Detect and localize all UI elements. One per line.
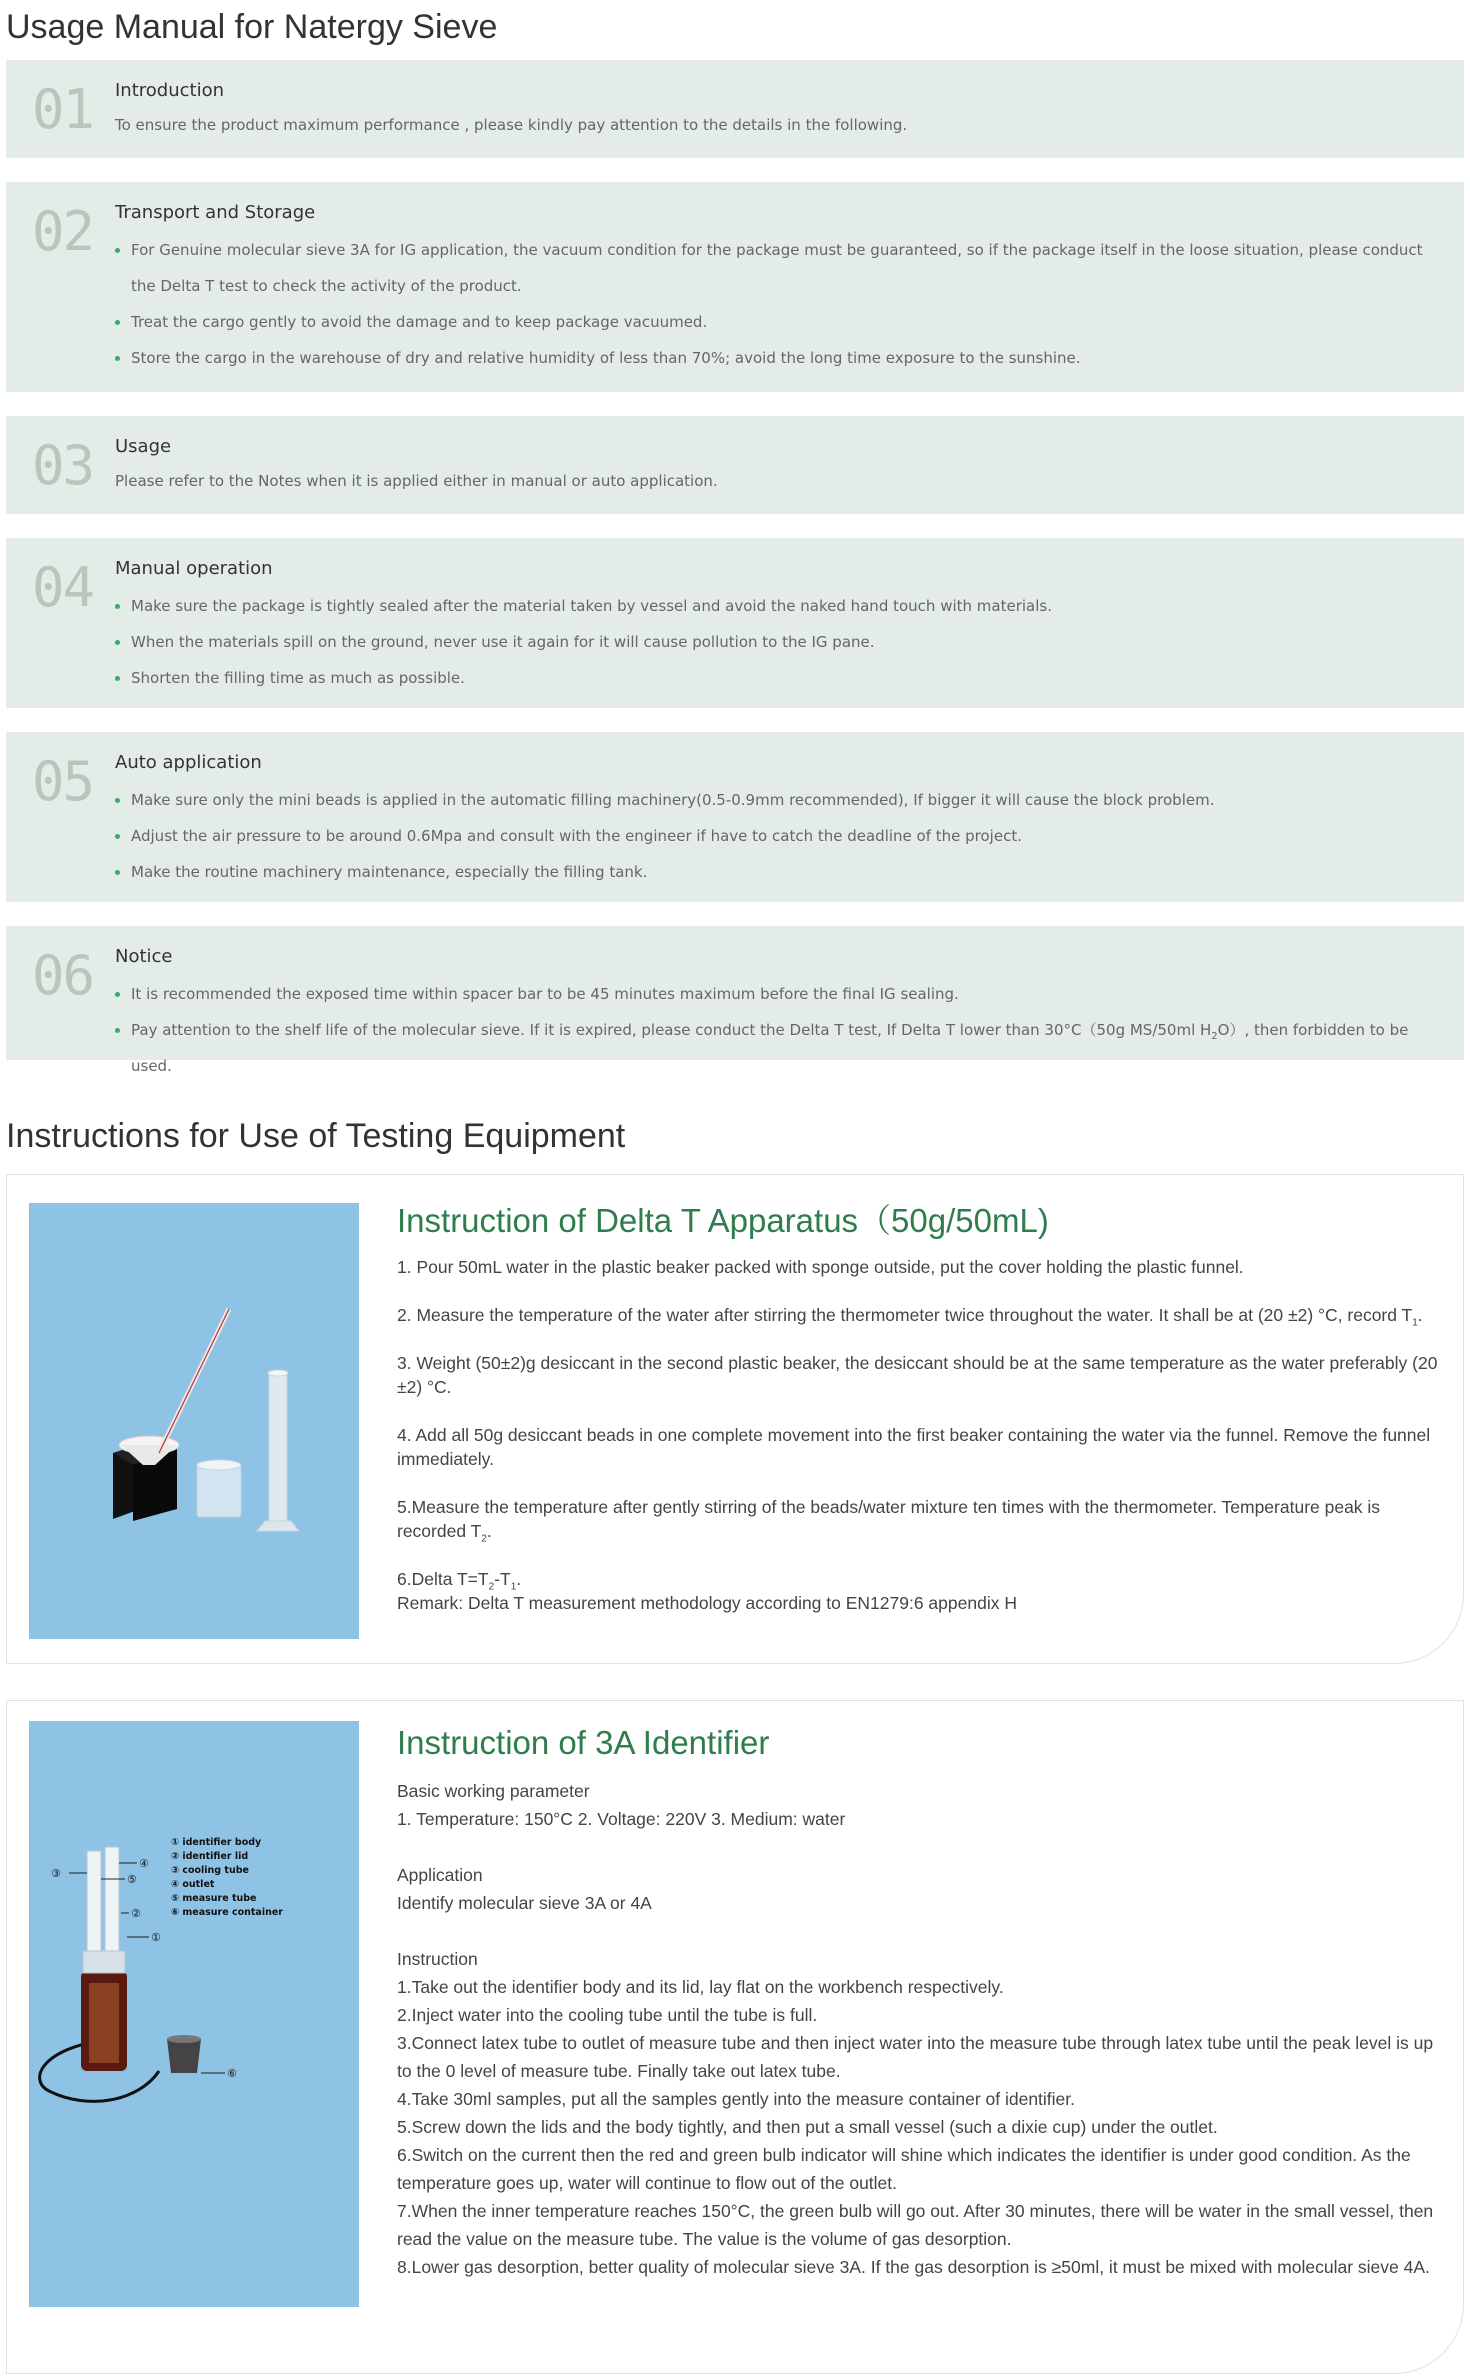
- delta-step-5-text: 5.Measure the temperature after gently stirring of the beads/water mixture ten times with the thermometer. Temperature peak is recorded T: [397, 1497, 1381, 1541]
- spacer: [397, 1833, 1445, 1861]
- section-title: Manual operation: [115, 558, 273, 579]
- delta-step-1: 1. Pour 50mL water in the plastic beaker packed with sponge outside, put the cover holding the plastic funnel.: [397, 1257, 1244, 1277]
- section-title: Auto application: [115, 752, 262, 773]
- legend-item: ⑥ measure container: [171, 1907, 283, 1918]
- notice-text-b: O）, then forbidden to be used.: [131, 1021, 1409, 1075]
- list-item: Shorten the filling time as much as possible.: [115, 660, 1424, 696]
- identifier-line: 3.Connect latex tube to outlet of measure tube and then inject water into the measure tube through latex tube until the peak level is up to the 0 level of measure tube. Finally take out latex tube.: [397, 2033, 1434, 2081]
- identifier-card: [6, 1700, 1464, 2374]
- identifier-illustration: [29, 1721, 359, 2307]
- list-item: Make sure only the mini beads is applied in the automatic filling machinery(0.5-0.9mm recommended), If bigger it will cause the block problem.: [115, 782, 1424, 818]
- legend-item: ① identifier body: [171, 1837, 262, 1848]
- identifier-line: 2.Inject water into the cooling tube until the tube is full.: [397, 2005, 818, 2025]
- bullet-list: [115, 588, 1424, 696]
- notice-text-a: Pay attention to the shelf life of the molecular sieve. If it is expired, please conduct the Delta T test, If Delta T lower than 30°C（50g MS/50ml H: [131, 1021, 1212, 1039]
- delta-remark: Remark: Delta T measurement methodology according to EN1279:6 appendix H: [397, 1593, 1017, 1613]
- section-title: Notice: [115, 946, 173, 967]
- section-number: 04: [32, 556, 94, 619]
- delta-t-text: [397, 1197, 1445, 1639]
- notice-subscript: 2: [1211, 1031, 1218, 1042]
- list-item: Store the cargo in the warehouse of dry and relative humidity of less than 70%; avoid the long time exposure to the sunshine.: [115, 340, 1424, 376]
- delta-formula-m: -T: [494, 1569, 511, 1589]
- delta-step-4: 4. Add all 50g desiccant beads in one complete movement into the first beaker containing the water via the funnel. Remove the funnel immediately.: [397, 1425, 1431, 1469]
- testing-title: Instructions for Use of Testing Equipment: [6, 1117, 626, 1155]
- identifier-line: Basic working parameter: [397, 1781, 590, 1801]
- list-item: Make sure the package is tightly sealed after the material taken by vessel and avoid the naked hand touch with materials.: [115, 588, 1424, 624]
- list-item: It is recommended the exposed time within spacer bar to be 45 minutes maximum before the final IG sealing.: [115, 976, 1424, 1012]
- delta-t-apparatus-illustration: [29, 1203, 359, 1639]
- callout-4: ④: [139, 1857, 149, 1870]
- identifier-line: 4.Take 30ml samples, put all the samples gently into the measure container of identifier.: [397, 2089, 1076, 2109]
- section-notice: [6, 926, 1464, 1075]
- delta-t-title: Instruction of Delta T Apparatus（50g/50mL): [397, 1202, 1049, 1239]
- callout-3: ③: [51, 1867, 61, 1880]
- callout-2: ②: [131, 1907, 141, 1920]
- section-number: 01: [32, 78, 94, 141]
- section-number: 03: [32, 434, 94, 497]
- manual-title: Usage Manual for Natergy Sieve: [6, 8, 498, 46]
- section-number: 05: [32, 750, 94, 813]
- list-item: For Genuine molecular sieve 3A for IG application, the vacuum condition for the package must be guaranteed, so if the package itself in the loose situation, please conduct the Delta T test to check the activity of the product.: [115, 232, 1424, 304]
- subscript: 2: [488, 1581, 495, 1593]
- delta-step-2: [397, 1303, 1445, 1327]
- manual-sections: [0, 60, 1470, 1075]
- list-item: Treat the cargo gently to avoid the damage and to keep package vacuumed.: [115, 304, 1424, 340]
- identifier-line: 5.Screw down the lids and the body tightly, and then put a small vessel (such a dixie cup) under the outlet.: [397, 2117, 1218, 2137]
- identifier-line: Identify molecular sieve 3A or 4A: [397, 1893, 652, 1913]
- identifier-image: [29, 1721, 359, 2307]
- section-introduction: [6, 60, 1464, 158]
- delta-step-2-end: .: [1417, 1305, 1423, 1325]
- list-item: Adjust the air pressure to be around 0.6Mpa and consult with the engineer if have to catch the deadline of the project.: [115, 818, 1424, 854]
- bullet-list: [115, 232, 1424, 376]
- identifier-line: 1.Take out the identifier body and its lid, lay flat on the workbench respectively.: [397, 1977, 1004, 1997]
- identifier-line: 7.When the inner temperature reaches 150°C, the green bulb will go out. After 30 minutes, there will be water in the small vessel, then read the value on the measure tube. The value is the volume of gas desorption.: [397, 2201, 1434, 2249]
- callout-6: ⑥: [227, 2067, 237, 2080]
- legend-item: ⑤ measure tube: [171, 1893, 257, 1904]
- delta-formula-a: 6.Delta T=T: [397, 1569, 489, 1589]
- list-item: [115, 1012, 1424, 1084]
- section-title: Transport and Storage: [115, 202, 316, 223]
- delta-step-6: [397, 1567, 1445, 1591]
- subscript: 1: [510, 1581, 517, 1593]
- delta-t-apparatus-image: [29, 1203, 359, 1639]
- list-item: Make the routine machinery maintenance, especially the filling tank.: [115, 854, 1424, 890]
- identifier-line: Application: [397, 1865, 483, 1885]
- identifier-line: 1. Temperature: 150°C 2. Voltage: 220V 3. Medium: water: [397, 1809, 846, 1829]
- identifier-text: [397, 1719, 1445, 2281]
- section-number: 06: [32, 944, 94, 1007]
- subscript: 2: [481, 1533, 487, 1545]
- section-manual-operation: [6, 538, 1464, 708]
- section-title: Introduction: [115, 80, 225, 101]
- section-text: To ensure the product maximum performance , please kindly pay attention to the details in the following.: [115, 116, 908, 134]
- bullet-list: [115, 976, 1424, 1084]
- section-title: Usage: [115, 436, 172, 457]
- section-text: Please refer to the Notes when it is applied either in manual or auto application.: [115, 472, 718, 490]
- delta-step-2-text: 2. Measure the temperature of the water after stirring the thermometer twice throughout the water. It shall be at (20 ±2) °C, record T: [397, 1305, 1413, 1325]
- section-transport-storage: [6, 182, 1464, 392]
- identifier-title: Instruction of 3A Identifier: [397, 1724, 770, 1761]
- bullet-list: [115, 782, 1424, 890]
- delta-t-card: [6, 1174, 1464, 1664]
- identifier-line: 6.Switch on the current then the red and green bulb indicator will shine which indicates the identifier is under good condition. As the temperature goes up, water will continue to flow out of the outlet.: [397, 2145, 1411, 2193]
- delta-formula-b: .: [516, 1569, 522, 1589]
- section-number: 02: [32, 200, 94, 263]
- delta-step-5: [397, 1495, 1445, 1543]
- spacer: [397, 1917, 1445, 1945]
- subscript: 1: [1412, 1317, 1418, 1329]
- legend-item: ③ cooling tube: [171, 1865, 249, 1876]
- legend-item: ② identifier lid: [171, 1851, 249, 1862]
- list-item: When the materials spill on the ground, never use it again for it will cause pollution to the IG pane.: [115, 624, 1424, 660]
- callout-5: ⑤: [127, 1873, 137, 1886]
- identifier-line: 8.Lower gas desorption, better quality of molecular sieve 3A. If the gas desorption is ≥50ml, it must be mixed with molecular sieve 4A.: [397, 2257, 1430, 2277]
- identifier-line: Instruction: [397, 1949, 478, 1969]
- delta-step-3: 3. Weight (50±2)g desiccant in the second plastic beaker, the desiccant should be at the same temperature as the water preferably (20 ±2) °C.: [397, 1353, 1438, 1397]
- section-auto-application: [6, 732, 1464, 902]
- section-usage: [6, 416, 1464, 514]
- delta-step-5-end: .: [486, 1521, 492, 1541]
- callout-1: ①: [151, 1931, 161, 1944]
- legend-item: ④ outlet: [171, 1879, 215, 1890]
